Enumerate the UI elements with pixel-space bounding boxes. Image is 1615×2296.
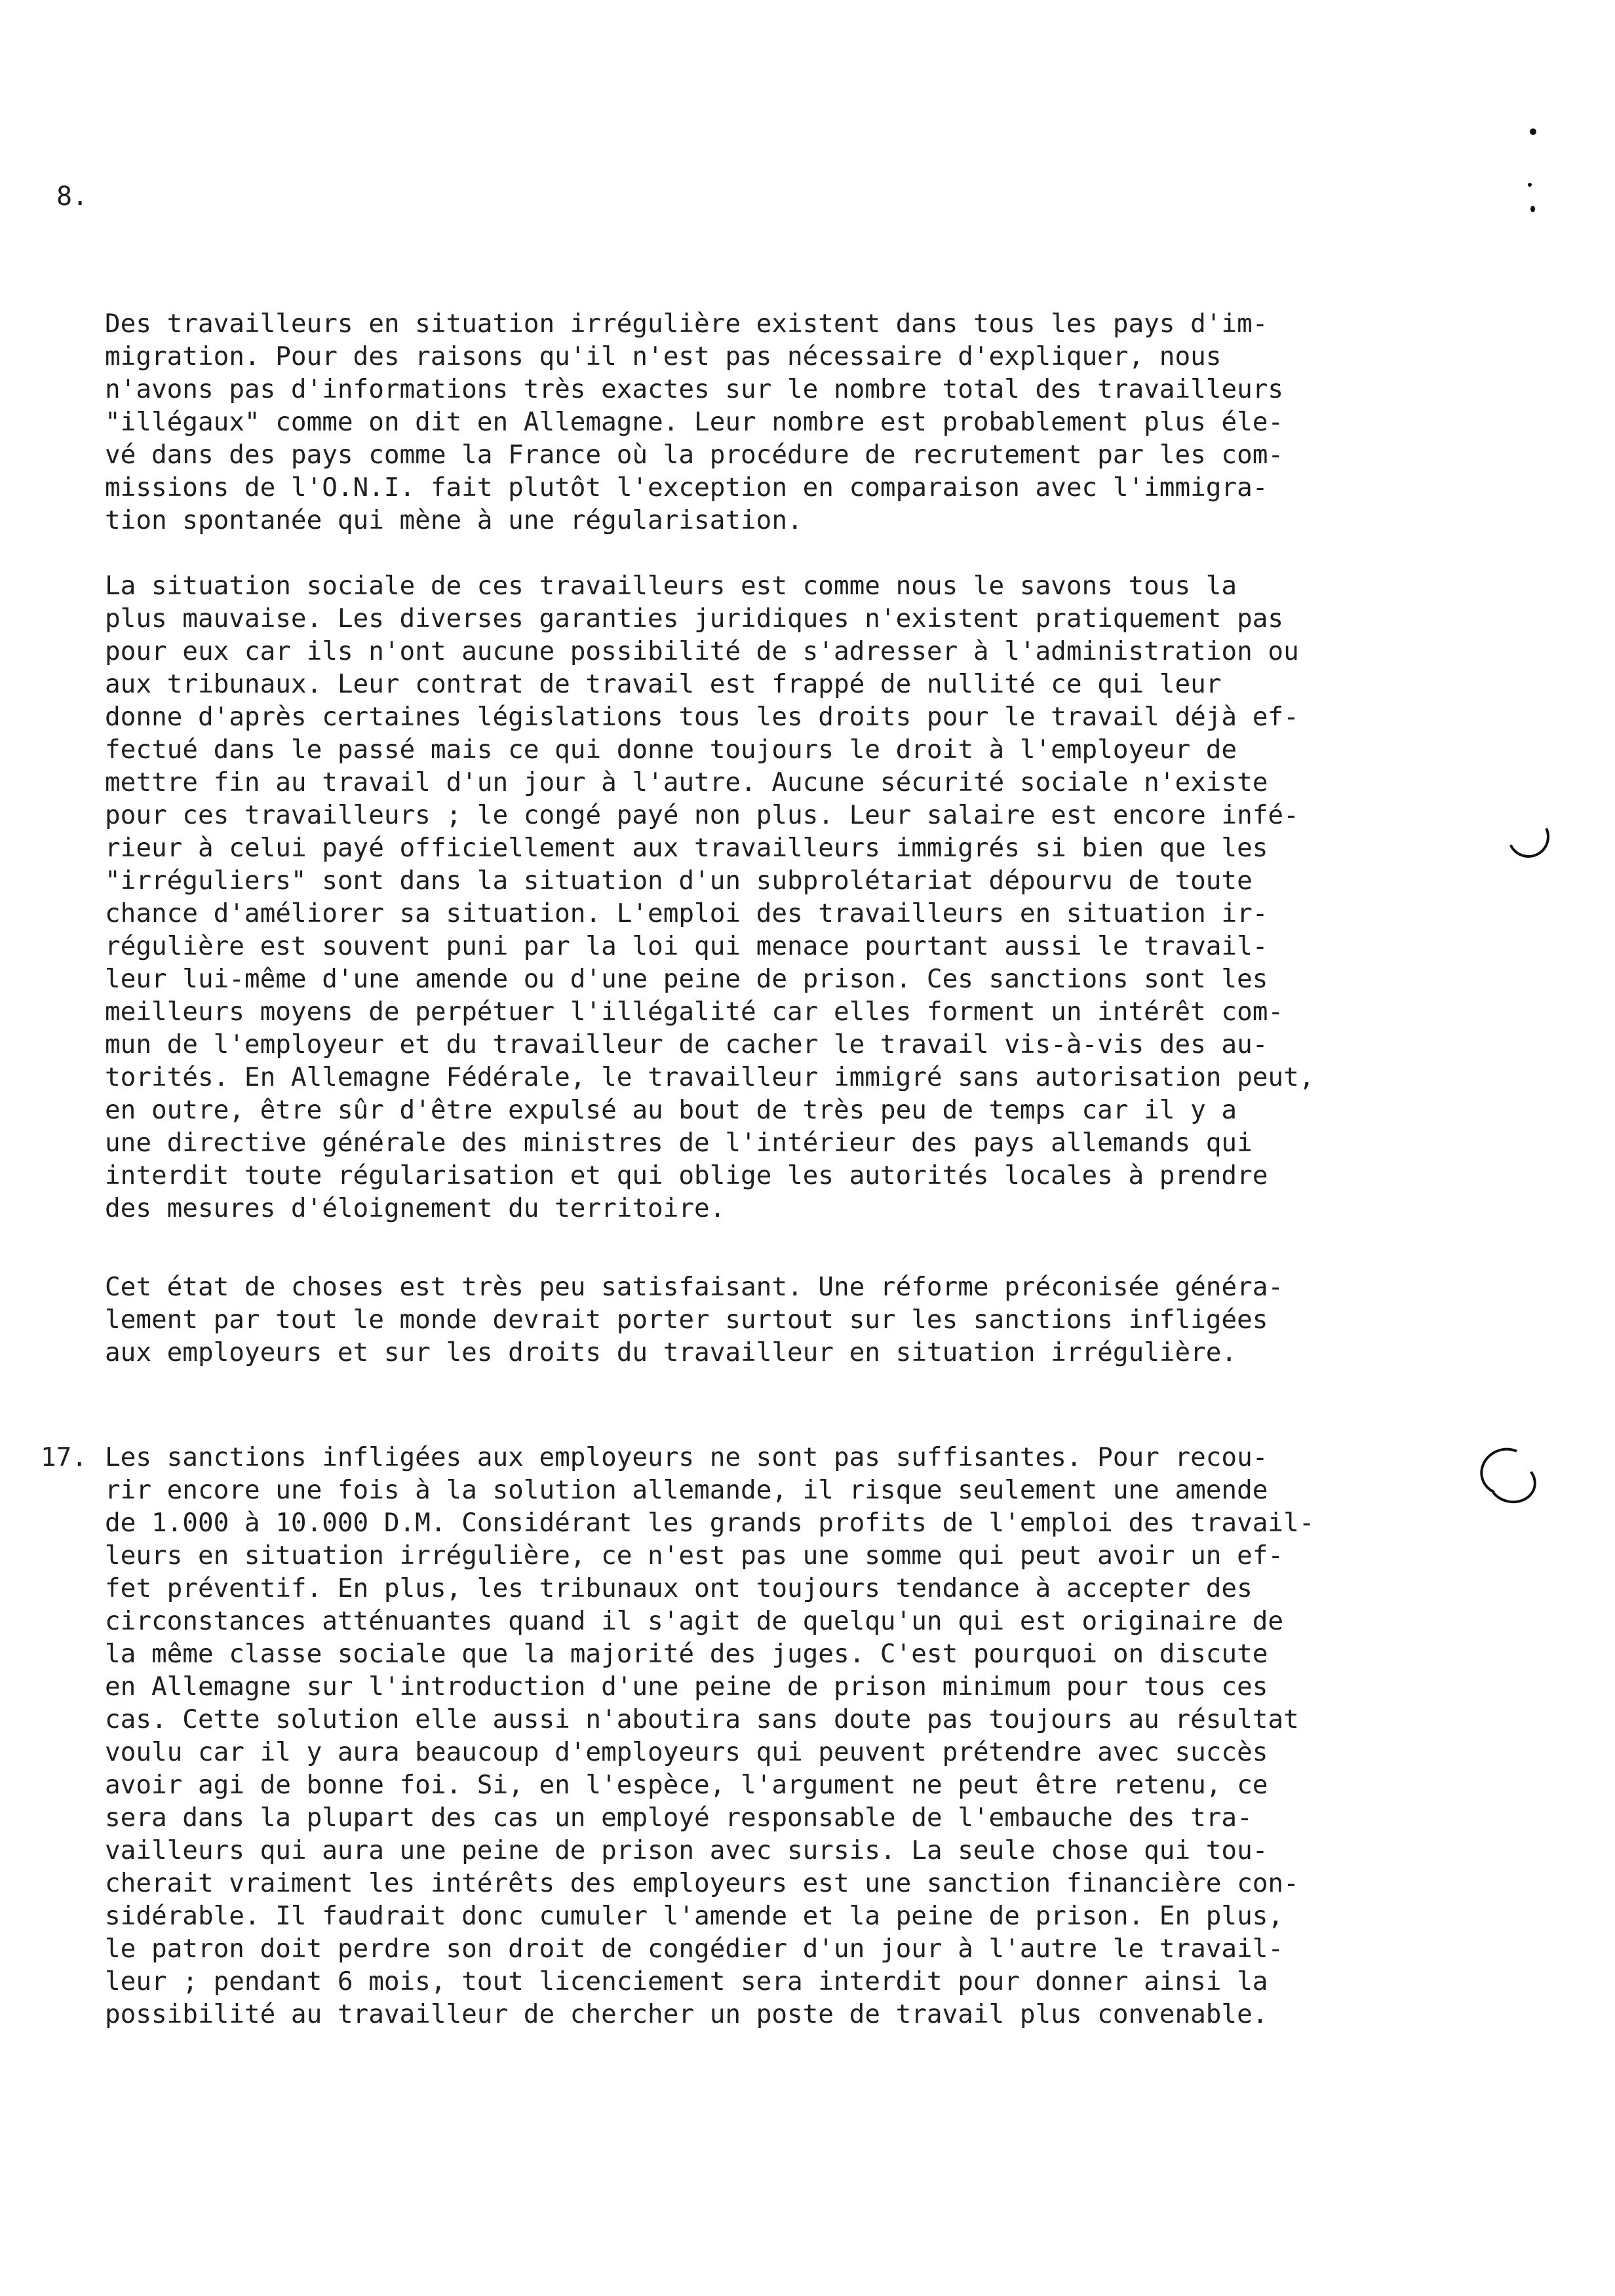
- text-line: sidérable. Il faudrait donc cumuler l'amende et la peine de prison. En plus,: [105, 1902, 1284, 1931]
- text-line: sera dans la plupart des cas un employé responsable de l'embauche des tra-: [105, 1803, 1253, 1833]
- text-line: possibilité au travailleur de chercher un poste de travail plus convenable.: [105, 2000, 1268, 2029]
- text-line: donne d'après certaines législations tous les droits pour le travail déjà ef-: [105, 702, 1299, 732]
- text-line: plus mauvaise. Les diverses garanties juridiques n'existent pratiquement pas: [105, 604, 1284, 634]
- paragraph-reform: [105, 1271, 1383, 1369]
- text-line: "illégaux" comme on dit en Allemagne. Leur nombre est probablement plus éle-: [105, 408, 1284, 437]
- text-line: pour ces travailleurs ; le congé payé non plus. Leur salaire est encore infé-: [105, 801, 1299, 830]
- paragraph-sanctions: [105, 1442, 1383, 2031]
- text-line: rieur à celui payé officiellement aux travailleurs immigrés si bien que les: [105, 833, 1268, 863]
- text-line: circonstances atténuantes quand il s'agit de quelqu'un qui est originaire de: [105, 1607, 1284, 1636]
- text-line: leurs en situation irrégulière, ce n'est pas une somme qui peut avoir un ef-: [105, 1541, 1284, 1571]
- text-line: voulu car il y aura beaucoup d'employeurs qui peuvent prétendre avec succès: [105, 1738, 1268, 1767]
- text-line: Les sanctions infligées aux employeurs ne sont pas suffisantes. Pour recou-: [105, 1443, 1268, 1472]
- text-line: missions de l'O.N.I. fait plutôt l'exception en comparaison avec l'immigra-: [105, 473, 1268, 503]
- scan-dot-mark: [1530, 128, 1536, 135]
- scan-dot-mark: [1528, 183, 1532, 187]
- paragraph-social-situation: [105, 570, 1383, 1225]
- text-line: aux employeurs et sur les droits du travailleur en situation irrégulière.: [105, 1338, 1237, 1368]
- text-line: leur lui-même d'une amende ou d'une peine de prison. Ces sanctions sont les: [105, 965, 1268, 994]
- text-line: lement par tout le monde devrait porter surtout sur les sanctions infligées: [105, 1305, 1268, 1335]
- text-line: tion spontanée qui mène à une régularisation.: [105, 506, 803, 535]
- text-line: mettre fin au travail d'un jour à l'autre. Aucune sécurité sociale n'existe: [105, 768, 1268, 797]
- text-line: rir encore une fois à la solution allemande, il risque seulement une amende: [105, 1476, 1268, 1505]
- paragraph-irregular-workers: [105, 308, 1383, 537]
- text-line: Cet état de choses est très peu satisfaisant. Une réforme préconisée généra-: [105, 1272, 1284, 1302]
- text-line: Des travailleurs en situation irrégulière existent dans tous les pays d'im-: [105, 309, 1268, 339]
- text-line: pour eux car ils n'ont aucune possibilité de s'adresser à l'administration ou: [105, 637, 1299, 666]
- text-line: de 1.000 à 10.000 D.M. Considérant les grands profits de l'emploi des travail-: [105, 1508, 1315, 1538]
- text-line: n'avons pas d'informations très exactes sur le nombre total des travailleurs: [105, 375, 1284, 404]
- text-line: torités. En Allemagne Fédérale, le travailleur immigré sans autorisation peut,: [105, 1063, 1315, 1092]
- scan-dot-mark: [1530, 206, 1535, 212]
- text-line: La situation sociale de ces travailleurs est comme nous le savons tous la: [105, 571, 1237, 601]
- text-line: cas. Cette solution elle aussi n'aboutira sans doute pas toujours au résultat: [105, 1705, 1299, 1734]
- text-line: mun de l'employeur et du travailleur de cacher le travail vis-à-vis des au-: [105, 1030, 1268, 1060]
- text-line: avoir agi de bonne foi. Si, en l'espèce, l'argument ne peut être retenu, ce: [105, 1770, 1268, 1800]
- text-line: chance d'améliorer sa situation. L'emploi des travailleurs en situation ir-: [105, 899, 1268, 928]
- text-line: fet préventif. En plus, les tribunaux ont toujours tendance à accepter des: [105, 1574, 1253, 1603]
- text-line: en Allemagne sur l'introduction d'une peine de prison minimum pour tous ces: [105, 1672, 1268, 1702]
- text-line: fectué dans le passé mais ce qui donne toujours le droit à l'employeur de: [105, 735, 1237, 765]
- text-line: migration. Pour des raisons qu'il n'est pas nécessaire d'expliquer, nous: [105, 342, 1222, 372]
- text-line: régulière est souvent puni par la loi qui menace pourtant aussi le travail-: [105, 932, 1268, 961]
- text-line: cherait vraiment les intérêts des employeurs est une sanction financière con-: [105, 1869, 1299, 1898]
- text-line: la même classe sociale que la majorité des juges. C'est pourquoi on discute: [105, 1639, 1268, 1669]
- text-line: "irréguliers" sont dans la situation d'un subprolétariat dépourvu de toute: [105, 866, 1253, 896]
- text-line: le patron doit perdre son droit de congédier d'un jour à l'autre le travail-: [105, 1934, 1284, 1964]
- text-line: meilleurs moyens de perpétuer l'illégalité car elles forment un intérêt com-: [105, 997, 1284, 1027]
- text-line: interdit toute régularisation et qui oblige les autorités locales à prendre: [105, 1161, 1268, 1191]
- text-line: en outre, être sûr d'être expulsé au bout de très peu de temps car il y a: [105, 1096, 1237, 1125]
- text-line: vailleurs qui aura une peine de prison avec sursis. La seule chose qui tou-: [105, 1836, 1268, 1866]
- page-number: 8.: [56, 182, 88, 212]
- text-line: vé dans des pays comme la France où la procédure de recrutement par les com-: [105, 440, 1284, 470]
- paragraph-number: 17.: [41, 1443, 87, 1472]
- text-line: une directive générale des ministres de l'intérieur des pays allemands qui: [105, 1128, 1253, 1158]
- text-line: des mesures d'éloignement du territoire.: [105, 1194, 726, 1223]
- text-line: aux tribunaux. Leur contrat de travail est frappé de nullité ce qui leur: [105, 670, 1222, 699]
- margin-check-mark: [1502, 810, 1555, 864]
- text-line: leur ; pendant 6 mois, tout licenciement sera interdit pour donner ainsi la: [105, 1967, 1268, 1997]
